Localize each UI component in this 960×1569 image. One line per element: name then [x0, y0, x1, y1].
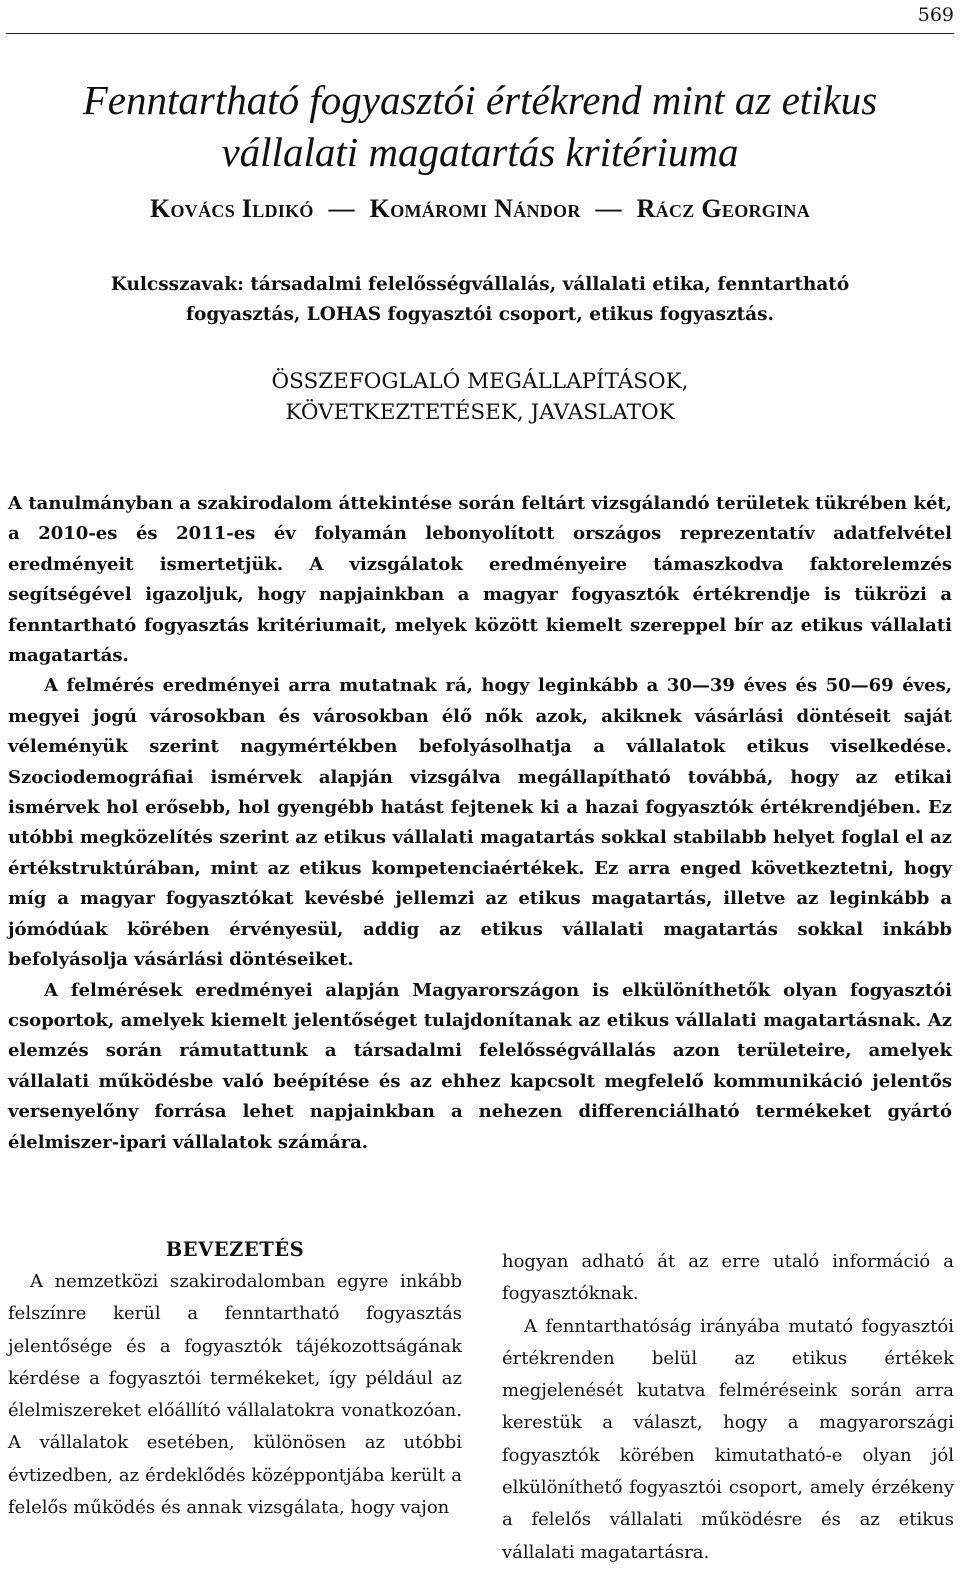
summary-paragraph: A felmérések eredményei alapján Magyarországon is elkülöníthetők olyan fogyasztói csoportok, amelyek kiemelt jelentőséget tulajdonítanak az etikus vállalati magatartásnak. Az elemzés során rámutattunk a társadalmi felelősségvállalás azon területeire, amelyek vállalati működésbe való beépítése és az ehhez kapcsolt megfelelő kommunikáció jelentős versenyelőny forrása lehet napjainkban a nehezen differenciálható termékeket gyártó élelmiszer-ipari vállalatok számára. — [8, 979, 952, 1153]
author-name: Komáromi Nándor — [369, 194, 581, 223]
article-title — [0, 74, 960, 178]
introduction-paragraph: A nemzetközi szakirodalomban egyre inkább felszínre kerül a fenntartható fogyasztás jelentősége és a fogyasztók tájékozottságának kérdése a fogyasztói termékeket, így például az élelmiszereket előállító vállalatokra vonatkozóan. A vállalatok esetében, különösen az utóbbi évtizedben, az érdeklődés középpontjába került a felelős működés és annak vizsgálata, hogy vajon — [8, 1271, 462, 1519]
introduction-paragraph: A fenntarthatóság irányába mutató fogyasztói értékrenden belül az etikus értékek megjelenését kutatva felméréseink során arra kerestük a választ, hogy a magyarországi fogyasztók körében kimutatható-e olyan jól elkülöníthető fogyasztói csoport, amely érzékeny a felelős vállalati működésre és az etikus vállalati magatartásra. — [502, 1315, 954, 1563]
keywords-line-1: Kulcsszavak: társadalmi felelősségvállalás, vállalati etika, fenntartható — [110, 274, 850, 295]
author-name: Kovács Ildikó — [149, 194, 314, 223]
page-number: 569 — [917, 4, 954, 26]
summary-paragraph: A tanulmányban a szakirodalom áttekintése során feltárt vizsgálandó területek tükrében két, a 2010-es és 2011-es év folyamán lebonyolított országos reprezentatív adatfelvétel eredményeit ismertetjük. A vizsgálatok eredményeire támaszkodva faktorelemzés segítségével igazoljuk, hogy napjainkban a magyar fogyasztók értékrendje is tükrözi a fenntartható fogyasztás kritériumait, melyek között kiemelt szereppel bír az etikus vállalati magatartás. — [8, 493, 952, 667]
header-rule — [6, 33, 954, 34]
author-separator: — — [328, 194, 355, 223]
summary-paragraph: A felmérés eredményei arra mutatnak rá, hogy leginkább a 30—39 éves és 50—69 éves, megyei jogú városokban és városokban élő nők azok, akiknek vásárlási döntéseit saját véleményük szerint nagymértékben befolyásolhatja a vállalatok etikus viselkedése. Szociodemográfiai ismérvek alapján vizsgálva megállapítható továbbá, hogy az etikai ismérvek hol erősebb, hol gyengébb hatást fejtenek ki a hazai fogyasztók értékrendjében. Ez utóbbi megközelítés szerint az etikus vállalati magatartás sokkal stabilabb helyet foglal el az értékstruktúrában, mint az etikus kompetenciaértékek. Ez arra enged következtetni, hogy míg a magyar fogyasztókat kevésbé jellemzi az etikus magatartás, illetve az leginkább a jómódúak körében érvényesül, addig az etikus vállalati magatartás sokkal inkább befolyásolja vásárlási döntéseiket. — [8, 675, 952, 971]
introduction-paragraph: hogyan adható át az erre utaló információ a fogyasztóknak. — [502, 1251, 954, 1305]
author-separator: — — [595, 194, 622, 223]
summary-heading-line-2: KÖVETKEZTETÉSEK, JAVASLATOK — [285, 400, 675, 425]
introduction-left-column — [8, 1234, 462, 1524]
keywords — [40, 270, 920, 330]
summary-heading — [0, 366, 960, 428]
keywords-line-2: fogyasztás, LOHAS fogyasztói csoport, etikus fogyasztás. — [186, 304, 774, 325]
summary-body — [8, 489, 952, 1158]
title-line-2: vállalati magatartás kritériuma — [221, 129, 739, 175]
title-line-1: Fenntartható fogyasztói értékrend mint az etikus — [82, 77, 878, 123]
introduction-right-column — [502, 1246, 954, 1569]
author-list — [0, 194, 960, 224]
author-name: Rácz Georgina — [636, 194, 811, 223]
summary-heading-line-1: ÖSSZEFOGLALÓ MEGÁLLAPÍTÁSOK, — [271, 369, 689, 394]
introduction-heading: BEVEZETÉS — [165, 1238, 305, 1261]
